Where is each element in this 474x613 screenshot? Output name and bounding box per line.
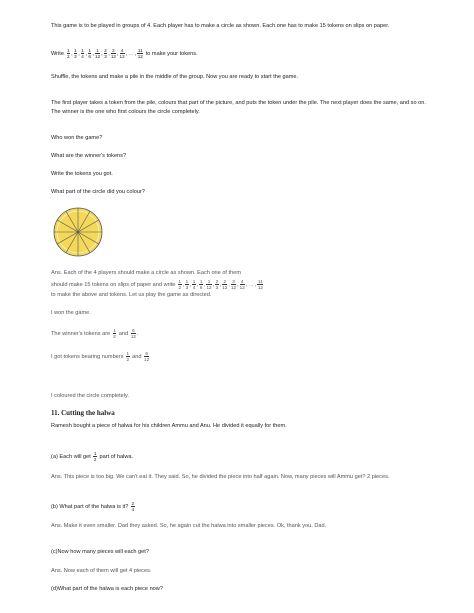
token-fraction-2: $\frac{1}{4}$	[81, 48, 84, 60]
answer-fraction-4: $\frac{1}{12}$	[206, 279, 212, 291]
token-fraction-8: …	[128, 51, 134, 57]
answer-a: Ans. This piece is too big. We can't eat it. They said. So, he divided the piece into half again. Now, many pieces will Ammu get? 2 pieces.	[51, 474, 390, 480]
got-tokens-text: I got tokens bearing numbers	[51, 354, 124, 361]
question-b	[51, 501, 431, 512]
won-statement: I won the game.	[51, 310, 91, 316]
question-part-coloured: What part of the circle did you colour?	[51, 189, 145, 195]
and-text-2: and	[132, 354, 142, 361]
token-fraction-1: $\frac{1}{3}$	[74, 48, 77, 60]
question-c: (c)Now how many pieces will each get?	[51, 549, 149, 555]
shuffle-paragraph: Shuffle, the tokens and make a pile in the middle of the group. Now you are ready to start the game.	[51, 74, 299, 80]
answer-line-3: to make the above and tokens. Let us play the game as directed.	[51, 292, 212, 298]
coloured-statement: I coloured the circle completely.	[51, 393, 129, 399]
answer-fraction-3: $\frac{1}{6}$	[199, 279, 203, 291]
question-a-fraction: $\frac{1}{2}$	[93, 451, 97, 463]
question-who-won: Who won the game?	[51, 135, 103, 141]
answer-fraction-0: $\frac{1}{2}$	[178, 279, 182, 291]
winner-tokens-statement: The winner's tokens are $\frac{1}{2}$ and $\frac{6}{12}$ .	[51, 328, 139, 340]
question-d: (d)What part of the halwa is each piece now?	[51, 586, 163, 592]
question-b-text: (b) What part of the halwa is it?	[51, 504, 129, 511]
question-a-text: (a) Each will get	[51, 454, 91, 461]
intro-paragraph: This game is to be played in groups of 4. Each player has to make a circle as shown. Each one has to make 15 tokens on slips on paper.	[51, 23, 390, 29]
answer-b: Ans. Make it even smaller. Dad they asked. So, he again cut the halwa into smaller pieces. Ok, thank you. Dad.	[51, 523, 327, 529]
section-title: 11. Cutting the halwa	[51, 409, 115, 417]
answer-fraction-7: $\frac{3}{12}$	[230, 279, 237, 291]
token-fraction-5: $\frac{2}{3}$	[104, 48, 107, 60]
winner-fraction-a: $\frac{1}{2}$	[113, 328, 116, 340]
winner-tokens-text: The winner's tokens are	[51, 331, 111, 338]
token-fraction-7: $\frac{4}{12}$	[119, 48, 125, 60]
token-fraction-3: $\frac{1}{6}$	[88, 48, 91, 60]
answer-fraction-10: $\frac{11}{12}$	[257, 279, 263, 291]
answer-fraction-list: $\frac{1}{2}$ , $\frac{1}{3}$ , $\frac{1}{4}$ , $\frac{1}{6}$ , $\frac{1}{12}$ , $\frac{2}{3}$ , $\frac{2}{12}$ , $\frac{3}{12}$ , $\frac{4}{12}$ , … , $\frac{11}{12}$	[178, 279, 263, 291]
write-prefix: Write	[51, 51, 64, 58]
token-fraction-0: $\frac{1}{2}$	[67, 48, 70, 60]
answer-fraction-6: $\frac{2}{12}$	[222, 279, 228, 291]
answer-c: Ans. Now each of them will get 4 pieces.	[51, 568, 152, 574]
question-b-fraction: $\frac{2}{4}$	[131, 501, 135, 513]
token-fraction-4: $\frac{1}{12}$	[95, 48, 101, 60]
answer-line-1: Ans. Each of the 4 players should make a circle as shown. Each one of them	[51, 270, 241, 276]
rules-paragraph: The first player takes a token from the pile, colours that part of the picture, and puts the token under the pile. The next player does the same, and so on. The winner is the one who first colours the circle completely.	[51, 100, 426, 115]
and-text: and	[118, 331, 129, 338]
question-winner-tokens: What are the winner's tokens?	[51, 153, 127, 159]
question-a	[51, 451, 431, 462]
got-fraction-b: $\frac{6}{12}$	[144, 351, 150, 363]
token-fraction-9: $\frac{11}{12}$	[137, 48, 143, 60]
answer-line-2	[51, 279, 431, 290]
answer-fraction-9: …	[248, 282, 254, 288]
got-fraction-a: $\frac{1}{2}$	[126, 351, 130, 363]
token-fraction-6: $\frac{2}{12}$	[110, 48, 116, 60]
got-tokens-statement	[51, 351, 431, 362]
halwa-intro: Ramesh bought a piece of halwa for his children Ammu and Anu. He divided it equally for them.	[51, 423, 287, 429]
question-a-suffix: part of halwa.	[99, 454, 134, 461]
token-fraction-list: $\frac{1}{2}$ , $\frac{1}{3}$ , $\frac{1}{4}$ , $\frac{1}{6}$ , $\frac{1}{12}$ , $\frac{2}{3}$ , $\frac{2}{12}$ , $\frac{4}{12}$ , … , $\frac{11}{12}$	[67, 48, 143, 60]
circle-wheel-figure	[53, 207, 103, 257]
answer-fraction-5: $\frac{2}{3}$	[215, 279, 219, 291]
winner-fraction-b: $\frac{6}{12}$	[130, 328, 136, 340]
answer-line-2-text: should make 15 tokens on slips of paper and write	[51, 282, 176, 289]
answer-fraction-2: $\frac{1}{4}$	[192, 279, 196, 291]
write-tokens-line	[51, 48, 431, 59]
answer-fraction-8: $\frac{4}{12}$	[239, 279, 245, 291]
question-your-tokens: Write the tokens you got.	[51, 171, 113, 177]
write-suffix: to make your tokens.	[145, 51, 198, 58]
answer-fraction-1: $\frac{1}{3}$	[185, 279, 189, 291]
